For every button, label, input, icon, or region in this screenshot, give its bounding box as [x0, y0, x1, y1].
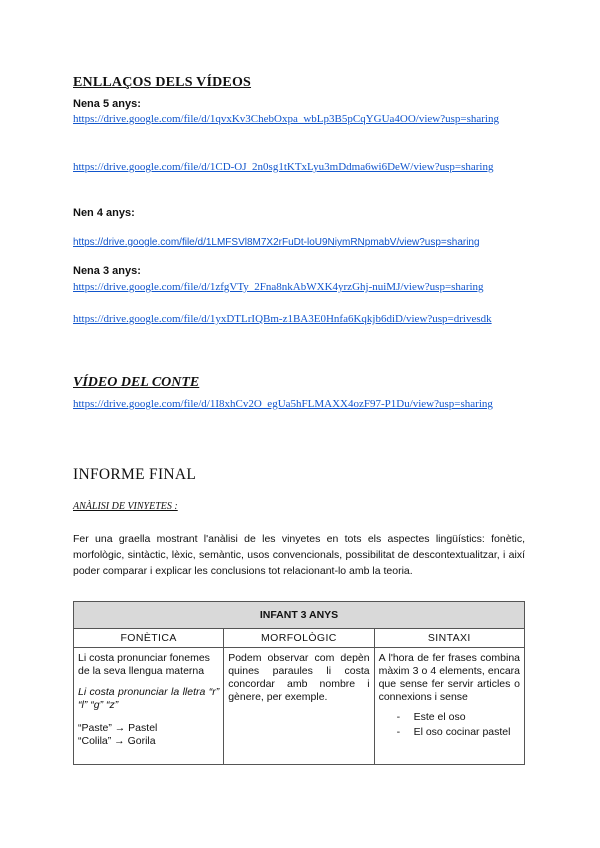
fonetica-example-1: “Paste” → Pastel	[78, 722, 158, 734]
morfologic-text: Podem observar com depèn quines paraules li costa concordar amb nombre i gènere, per exemple.	[228, 652, 370, 703]
header-sintaxi: SINTAXI	[374, 629, 524, 648]
nena3-link-2[interactable]: https://drive.google.com/file/d/1yxDTLrIQBm-z1BA3E0Hnfa6Kqkjb6diD/view?usp=drivesdk	[73, 313, 492, 325]
cell-fonetica	[74, 648, 224, 765]
nena5-link-2[interactable]: https://drive.google.com/file/d/1CD-OJ_2n0sg1tKTxLyu3mDdma6wi6DeW/view?usp=sharing	[73, 161, 494, 173]
fonetica-example-2: “Colila” → Gorila	[78, 735, 156, 747]
video-link[interactable]: https://drive.google.com/file/d/1I8xhCv2O_egUa5hFLMAXX4ozF97-P1Du/view?usp=sharing	[73, 398, 493, 410]
nena5-label: Nena 5 anys:	[73, 98, 141, 110]
sintaxi-text: A l'hora de fer frases combina màxim 3 o 4 elements, encara que sense fer servir articles o connexions i sense	[378, 652, 520, 703]
header-fonetica: FONÈTICA	[74, 629, 224, 648]
analysis-table	[73, 601, 525, 765]
report-paragraph: Fer una graella mostrant l'anàlisi de les vinyetes en tots els aspectes lingüístics: fonètic, morfològic, sintàctic, lèxic, semàntic, usos convencionals, possibilitat de descontextualitzar, i així poder comparar i explicar les conclusions tot relacionant-lo amb la teoria.	[73, 533, 525, 577]
report-heading: INFORME FINAL	[73, 466, 197, 483]
nen4-label: Nen 4 anys:	[73, 207, 135, 219]
nen4-link[interactable]: https://drive.google.com/file/d/1LMFSVl8M7X2rFuDt-loU9NiymRNpmabV/view?usp=sharing	[73, 237, 480, 248]
sintaxi-list	[379, 710, 520, 740]
nena3-label: Nena 3 anys:	[73, 265, 141, 277]
list-item: - El oso cocinar pastel	[379, 725, 520, 740]
header-morfologic: MORFOLÒGIC	[224, 629, 374, 648]
table-row	[74, 648, 525, 765]
list-item: - Este el oso	[379, 710, 520, 725]
fonetica-text: Li costa pronunciar fonemes de la seva llengua materna	[78, 652, 210, 677]
table-header-row	[74, 629, 525, 648]
links-heading: ENLLAÇOS DELS VÍDEOS	[73, 75, 252, 90]
table-title-row	[74, 602, 525, 629]
fonetica-italic-text: Li costa pronunciar la lletra “r” “l” “g” “z”	[78, 686, 220, 711]
nena5-link-1[interactable]: https://drive.google.com/file/d/1qvxKv3ChebOxpa_wbLp3B5pCqYGUa4OO/view?usp=sharing	[73, 113, 499, 125]
video-heading: VÍDEO DEL CONTE	[73, 375, 200, 390]
table-title: INFANT 3 ANYS	[74, 602, 525, 629]
cell-morfologic	[224, 648, 374, 765]
analysis-subheading: ANÀLISI DE VINYETES :	[73, 501, 178, 512]
cell-sintaxi	[374, 648, 524, 765]
nena3-link-1[interactable]: https://drive.google.com/file/d/1zfgVTy_2Fna8nkAbWXK4yrzGhj-nuiMJ/view?usp=sharing	[73, 281, 484, 293]
